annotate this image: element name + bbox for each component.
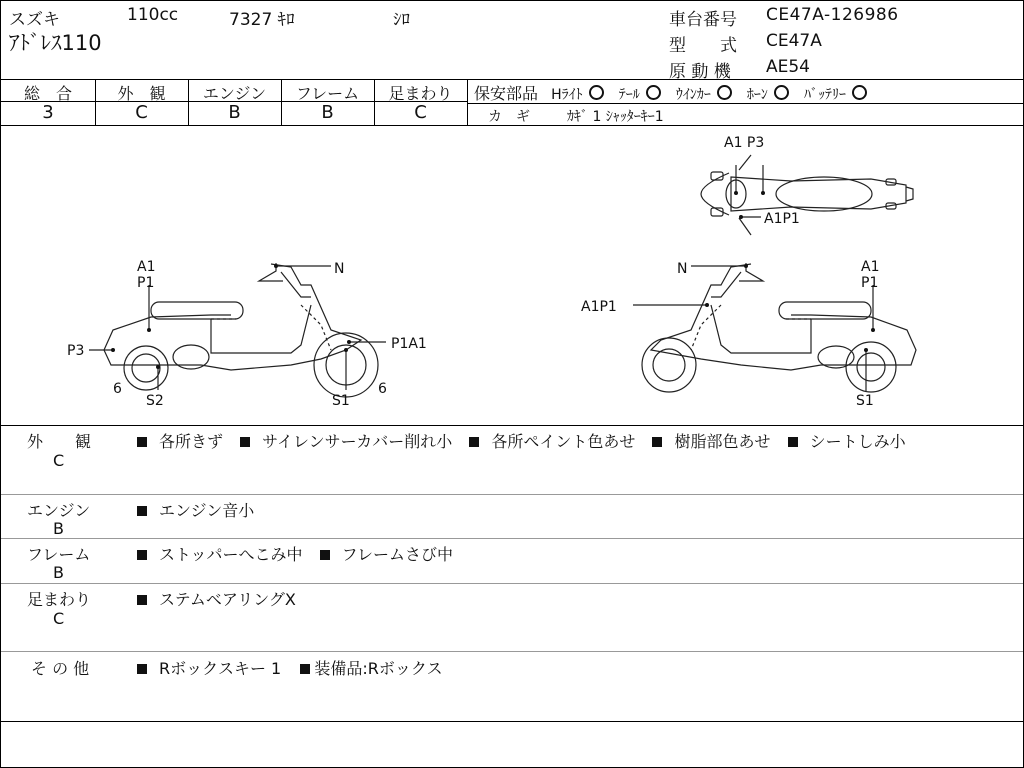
engine-value: AE54 bbox=[766, 57, 811, 77]
grade-header-exterior: 外 観 bbox=[117, 84, 166, 103]
label-left-6a: 6 bbox=[113, 381, 122, 397]
engine-label: 原 動 機 bbox=[669, 62, 731, 82]
safety-item-horn: ﾎｰﾝ bbox=[747, 84, 789, 104]
bullet-square-icon bbox=[137, 437, 147, 447]
section-grade-suspension: C bbox=[53, 609, 65, 628]
bullet-square-icon bbox=[240, 437, 250, 447]
label-right-s1: S1 bbox=[856, 393, 874, 409]
grade-value-exterior: C bbox=[135, 102, 148, 123]
safety-label: 保安部品 bbox=[474, 84, 539, 103]
grade-header-overall: 総 合 bbox=[23, 84, 72, 103]
label-right-a1: A1 bbox=[861, 259, 880, 275]
section-title-frame: フレーム bbox=[27, 545, 91, 564]
section-title-other: そ の 他 bbox=[31, 659, 90, 678]
label-top-a1p3: A1 P3 bbox=[724, 135, 765, 151]
bullet-square-icon bbox=[137, 506, 147, 516]
key-value: ｶｷﾞ 1 ｼｬｯﾀｰｷｰ1 bbox=[567, 109, 664, 125]
ok-circle-icon bbox=[717, 85, 732, 100]
bullet-square-icon bbox=[469, 437, 479, 447]
displacement: 110cc bbox=[127, 5, 179, 25]
chassis-value: CE47A-126986 bbox=[766, 5, 899, 25]
label-left-s1: S1 bbox=[332, 393, 350, 409]
grade-value-engine: B bbox=[228, 102, 241, 123]
label-left-s2: S2 bbox=[146, 393, 164, 409]
ok-circle-icon bbox=[774, 85, 789, 100]
label-left-p3: P3 bbox=[67, 343, 85, 359]
label-left-6b: 6 bbox=[378, 381, 387, 397]
bullet-square-icon bbox=[137, 664, 147, 674]
section-title-engine: エンジン bbox=[27, 501, 91, 520]
grade-value-overall: 3 bbox=[42, 102, 54, 123]
bullet-square-icon bbox=[137, 595, 147, 605]
label-right-a1p1: A1P1 bbox=[581, 299, 617, 315]
ok-circle-icon bbox=[589, 85, 604, 100]
section-title-suspension: 足まわり bbox=[27, 590, 92, 609]
section-items-exterior: 各所きず サイレンサーカバー削れ小 各所ペイント色あせ 樹脂部色あせ シートしみ小 bbox=[137, 429, 906, 452]
maker: スズキ bbox=[9, 10, 60, 30]
scooter-top-view bbox=[701, 155, 913, 235]
key-label: カ ギ bbox=[488, 109, 530, 125]
ok-circle-icon bbox=[852, 85, 867, 100]
safety-parts-row bbox=[474, 81, 877, 104]
mileage: 7327 ｷﾛ bbox=[229, 10, 295, 30]
ok-circle-icon bbox=[646, 85, 661, 100]
label-top-a1p1: A1P1 bbox=[764, 211, 800, 227]
bullet-square-icon bbox=[137, 550, 147, 560]
safety-item-headlight: Hﾗｲﾄ bbox=[551, 84, 604, 104]
bullet-square-icon bbox=[300, 664, 310, 674]
color: ｼﾛ bbox=[393, 10, 410, 30]
section-items-frame: ストッパーへこみ中 フレームさび中 bbox=[137, 542, 453, 565]
section-items-other: Rボックスキー 1 装備品:Rボックス bbox=[137, 656, 443, 679]
grade-value-suspension: C bbox=[414, 102, 427, 123]
grade-header-frame: フレーム bbox=[295, 84, 360, 103]
section-items-engine: エンジン音小 bbox=[137, 498, 254, 521]
grade-header-engine: エンジン bbox=[202, 84, 267, 103]
model-name: ｱﾄﾞﾚｽ110 bbox=[9, 31, 102, 55]
section-grade-engine: B bbox=[53, 519, 64, 538]
label-right-n: N bbox=[677, 261, 688, 277]
label-right-p1: P1 bbox=[861, 275, 879, 291]
bullet-square-icon bbox=[320, 550, 330, 560]
label-left-p1a1: P1A1 bbox=[391, 336, 427, 352]
section-grade-frame: B bbox=[53, 563, 64, 582]
damage-diagram bbox=[1, 125, 1023, 425]
section-items-suspension: ステムベアリングX bbox=[137, 587, 296, 610]
bullet-square-icon bbox=[652, 437, 662, 447]
type-value: CE47A bbox=[766, 31, 822, 51]
chassis-label: 車台番号 bbox=[669, 10, 737, 30]
safety-item-battery: ﾊﾞｯﾃﾘｰ bbox=[804, 84, 867, 104]
section-grade-exterior: C bbox=[53, 451, 65, 470]
type-label: 型 式 bbox=[669, 36, 737, 56]
grade-value-frame: B bbox=[321, 102, 334, 123]
bullet-square-icon bbox=[788, 437, 798, 447]
label-left-n: N bbox=[334, 261, 345, 277]
safety-item-winker: ｳｲﾝｶｰ bbox=[676, 84, 732, 104]
grade-header-suspension: 足まわり bbox=[388, 84, 453, 103]
section-title-exterior: 外 観 bbox=[27, 432, 92, 451]
safety-item-tail: ﾃｰﾙ bbox=[619, 84, 661, 104]
label-left-p1: P1 bbox=[137, 275, 155, 291]
label-left-a1: A1 bbox=[137, 259, 156, 275]
